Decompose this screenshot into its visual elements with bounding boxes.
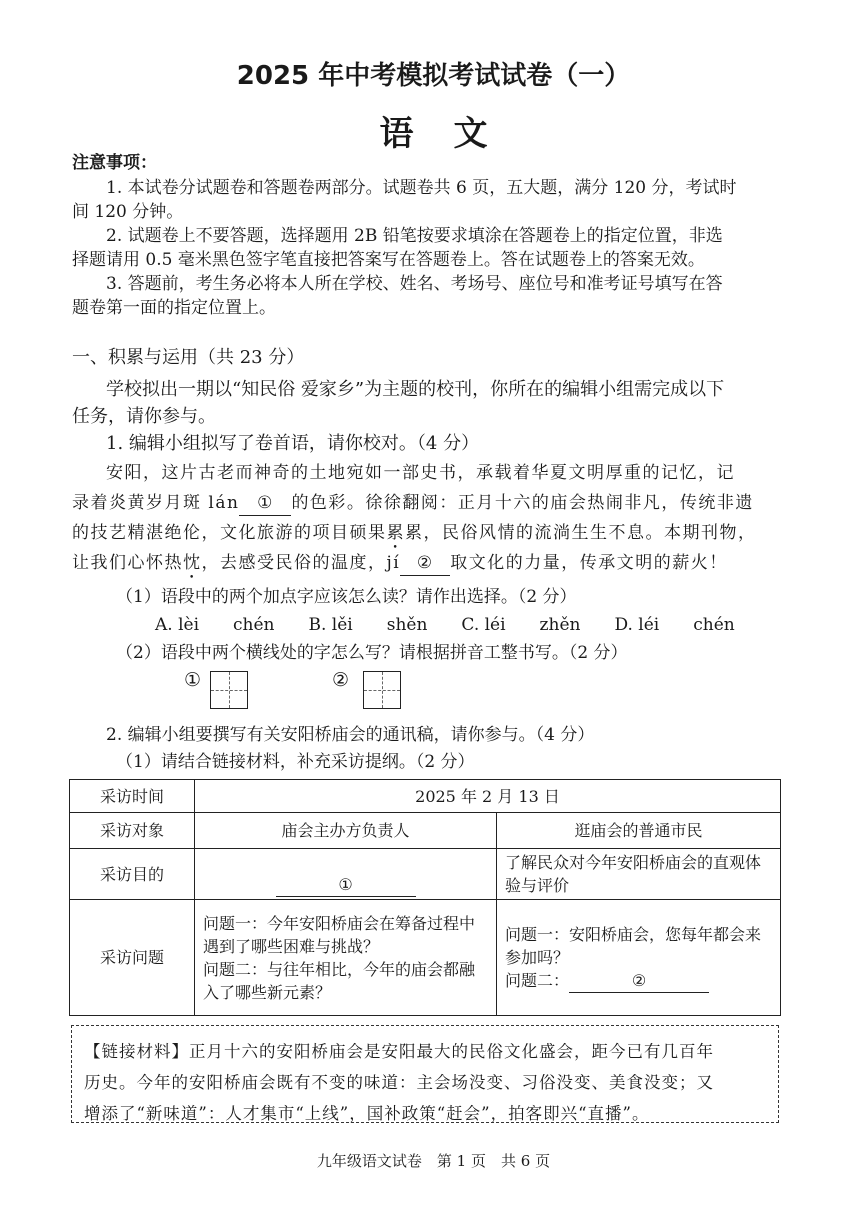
link-material-line-3: 增添了“新味道”：人才集市“上线”，国补政策“赶会”，拍客即兴“直播”。 — [84, 1104, 650, 1123]
table-cell-target-a: 庙会主办方负责人 — [195, 813, 497, 849]
table-row — [70, 849, 781, 900]
interview-outline-table — [69, 779, 781, 1016]
link-material-box — [71, 1025, 779, 1123]
link-material-text: 正月十六的安阳桥庙会是安阳最大的民俗文化盛会，距今已有几百年 — [189, 1042, 714, 1061]
answer-blank-2[interactable]: ② — [400, 551, 450, 576]
passage-text: 让我们心怀热 — [72, 553, 183, 573]
table-cell-question-a — [195, 900, 497, 1016]
notice-item-2-cont: 择题请用 0.5 毫米黑色签字笔直接把答案写在答题卷上。答在试题卷上的答案无效。 — [72, 250, 705, 270]
grid-label-2: ② — [332, 669, 350, 691]
passage-line-4 — [72, 551, 728, 583]
notice-item-3-cont: 题卷第一面的指定位置上。 — [72, 298, 276, 318]
table-cell-question-b — [497, 900, 781, 1016]
passage-line-2 — [72, 491, 754, 516]
section-heading: 一、积累与运用（共 23 分） — [72, 347, 305, 368]
table-cell-time: 2025 年 2 月 13 日 — [195, 780, 781, 813]
question-b2 — [505, 969, 772, 993]
section-intro: 学校拟出一期以“知民俗 爱家乡”为主题的校刊，你所在的编辑小组需完成以下 — [106, 379, 725, 400]
section-intro-cont: 任务，请你参与。 — [72, 406, 216, 427]
writing-grid-2[interactable] — [363, 671, 401, 709]
question-a1: 问题一：今年安阳桥庙会在筹备过程中遇到了哪些困难与挑战？ — [203, 913, 476, 956]
notice-heading: 注意事项： — [72, 153, 157, 173]
answer-blank-table-2[interactable]: ② — [569, 969, 709, 993]
link-material-label: 【链接材料】 — [84, 1042, 189, 1061]
notice-item-3: 3. 答题前，考生务必将本人所在学校、姓名、考场号、座位号和准考证号填写在答 — [106, 274, 723, 294]
link-material-line-2: 历史。今年的安阳桥庙会既有不变的味道：主会场没变、习俗没变、美食没变；又 — [84, 1073, 714, 1092]
question-1-2: （2）语段中两个横线处的字怎么写？请根据拼音工整书写。（2 分） — [116, 643, 628, 663]
question-b1: 问题一：安阳桥庙会，您每年都会来参加吗？ — [505, 924, 762, 967]
question-1-1: （1）语段中的两个加点字应该怎么读？请作出选择。（2 分） — [116, 587, 577, 607]
notice-item-2: 2. 试题卷上不要答题，选择题用 2B 铅笔按要求填涂在答题卷上的指定位置，非选 — [106, 226, 723, 246]
question-2: 2. 编辑小组要撰写有关安阳桥庙会的通讯稿，请你参与。（4 分） — [106, 725, 595, 745]
passage-text: 的技艺精湛绝伦，文化旅游的项目硕果 — [72, 523, 387, 543]
answer-blank-1[interactable]: ① — [239, 491, 291, 516]
passage-text: 取文化的力量，传承文明的薪火！ — [450, 553, 728, 573]
table-row — [70, 780, 781, 813]
passage-text: 累，民俗风情的流淌生生不息。本期刊物， — [405, 523, 757, 543]
table-label-question: 采访问题 — [70, 900, 195, 1016]
table-label-time: 采访时间 — [70, 780, 195, 813]
notice-item-1-cont: 间 120 分钟。 — [72, 202, 184, 222]
table-row — [70, 813, 781, 849]
table-row — [70, 900, 781, 1016]
link-material-line-1 — [84, 1036, 766, 1067]
question-1-1-options: A. lèi chén B. lěi shěn C. léi zhěn D. léi chén — [155, 615, 735, 635]
question-a2: 问题二：与往年相比，今年的庙会都融入了哪些新元素？ — [203, 959, 476, 1002]
writing-grid-1[interactable] — [210, 671, 248, 709]
grid-label-1: ① — [184, 669, 202, 691]
dotted-char: 忱 — [183, 553, 202, 573]
table-label-purpose: 采访目的 — [70, 849, 195, 900]
table-cell-purpose-b: 了解民众对今年安阳桥庙会的直观体验与评价 — [497, 849, 781, 900]
notice-item-1: 1. 本试卷分试题卷和答题卷两部分。试题卷共 6 页，五大题，满分 120 分，考试时 — [106, 178, 737, 198]
table-label-target: 采访对象 — [70, 813, 195, 849]
subject-title: 语文 — [379, 114, 528, 154]
dotted-char: 累 — [386, 523, 405, 543]
table-cell-target-b: 逛庙会的普通市民 — [497, 813, 781, 849]
passage-line-1: 安阳，这片古老而神奇的土地宛如一部史书，承载着华夏文明厚重的记忆，记 — [106, 463, 735, 483]
question-b2-prefix: 问题二： — [505, 970, 570, 990]
page-footer: 九年级语文试卷 第 1 页 共 6 页 — [316, 1152, 551, 1170]
passage-text: ，去感受民俗的温度，jí — [201, 553, 401, 573]
question-2-1: （1）请结合链接材料，补充采访提纲。（2 分） — [116, 752, 475, 772]
passage-line-3 — [72, 521, 757, 553]
table-cell-purpose-a — [195, 849, 497, 900]
passage-text: 的色彩。徐徐翻阅：正月十六的庙会热闹非凡，传统非遗 — [291, 493, 754, 513]
page-title: 2025 年中考模拟考试试卷（一） — [236, 61, 631, 91]
passage-text: 录着炎黄岁月斑 lán — [72, 493, 240, 513]
answer-blank-table-1[interactable]: ① — [276, 873, 416, 897]
question-1: 1. 编辑小组拟写了卷首语，请你校对。（4 分） — [106, 433, 480, 454]
